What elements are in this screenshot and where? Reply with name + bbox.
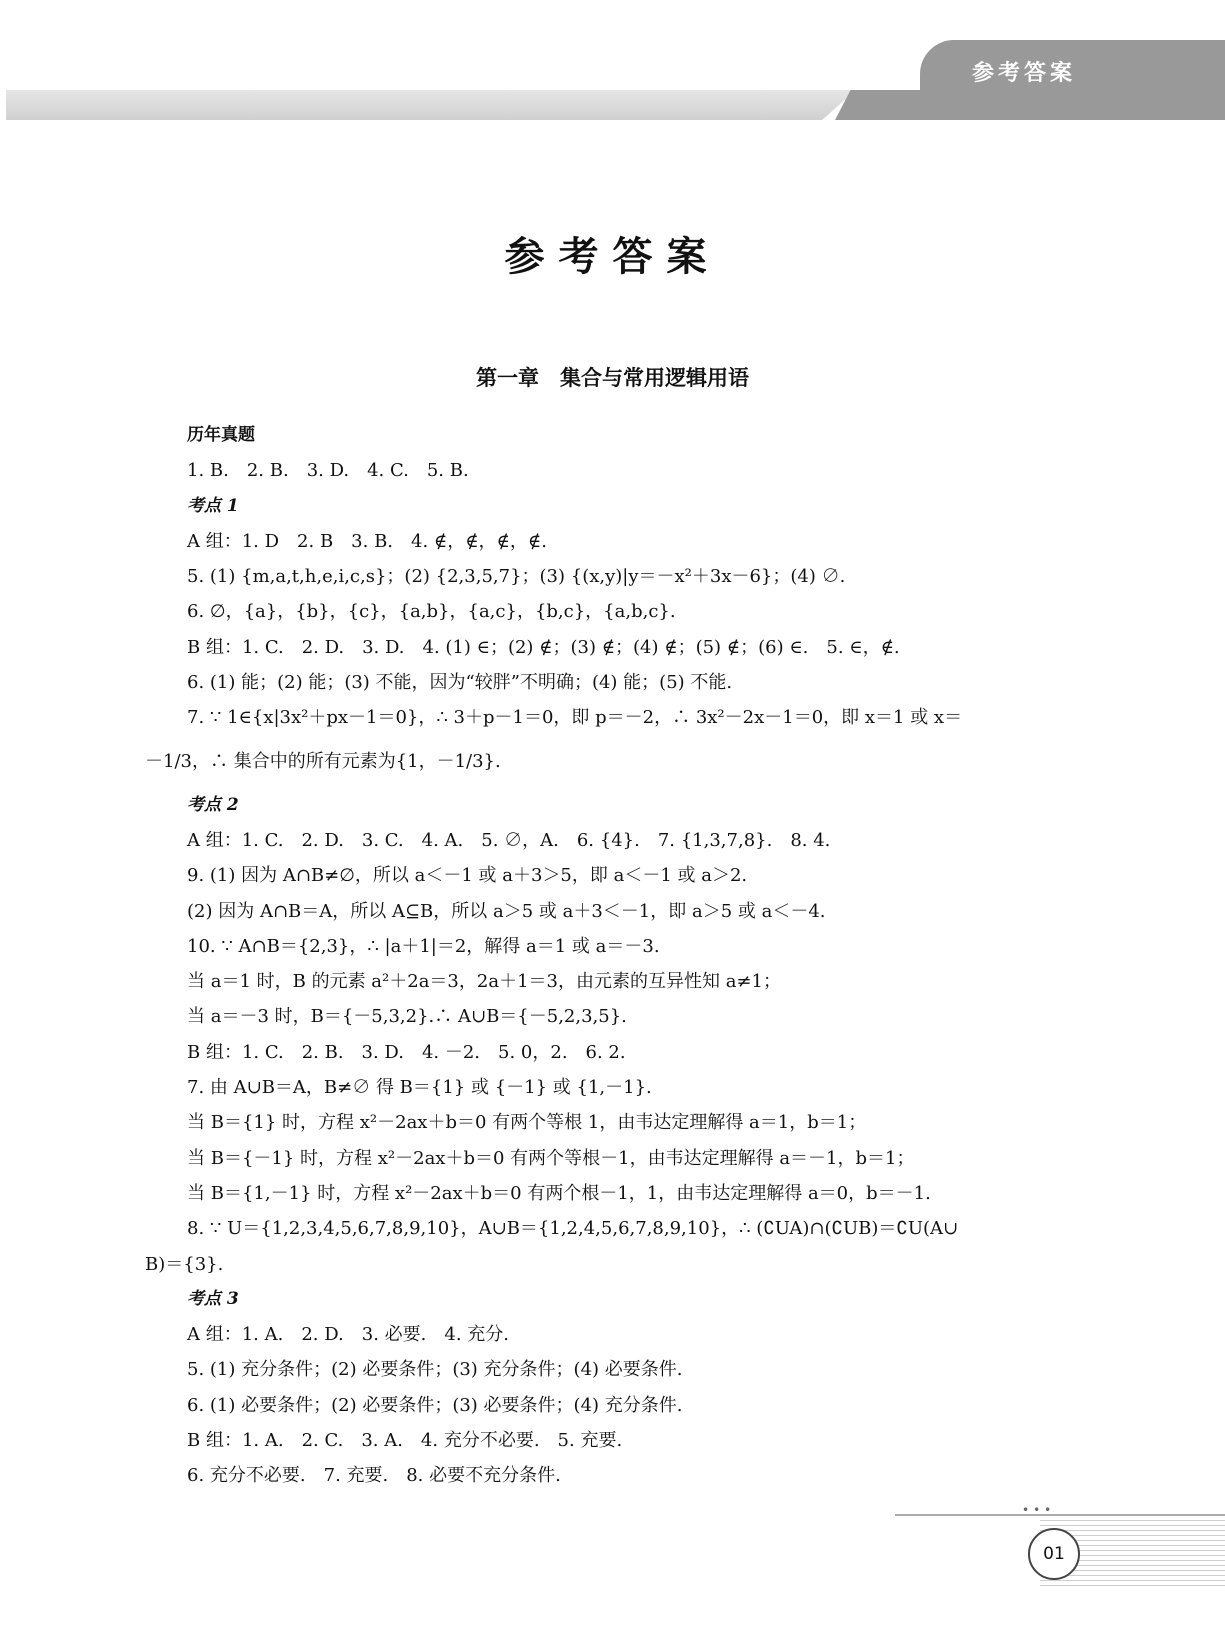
answer-line: 6. ∅，{a}，{b}，{c}，{a,b}，{a,c}，{b,c}，{a,b,c}. <box>187 601 676 623</box>
answer-line: A 组：1. C. 2. D. 3. C. 4. A. 5. ∅，A. 6. {4}. 7. {1,3,7,8}. 8. 4. <box>187 829 831 851</box>
answer-line: 5. (1) {m,a,t,h,e,i,c,s}；(2) {2,3,5,7}；(3) {(x,y)|y＝－x²＋3x－6}；(4) ∅. <box>187 566 846 588</box>
page-number: 01 <box>1028 1528 1080 1580</box>
answer-line: B 组：1. C. 2. B. 3. D. 4. －2. 5. 0，2. 6. 2. <box>187 1041 626 1063</box>
answer-line: 6. (1) 必要条件；(2) 必要条件；(3) 必要条件；(4) 充分条件. <box>187 1394 683 1416</box>
answer-line: B 组：1. A. 2. C. 3. A. 4. 充分不必要. 5. 充要. <box>187 1430 623 1452</box>
answer-line: 8. ∵ U＝{1,2,3,4,5,6,7,8,9,10}，A∪B＝{1,2,4,5,6,7,8,9,10}，∴ (∁UA)∩(∁UB)＝∁U(A∪ <box>187 1218 959 1240</box>
answer-line: A 组：1. A. 2. D. 3. 必要. 4. 充分. <box>187 1324 509 1346</box>
section-heading: 历年真题 <box>187 425 255 445</box>
topic-heading: 考点 1 <box>187 495 239 516</box>
answer-line: 当 B＝{1} 时，方程 x²－2ax＋b＝0 有两个等根 1，由韦达定理解得 a＝1，b＝1； <box>187 1112 867 1134</box>
footer-dots: ••• <box>1022 1503 1056 1517</box>
answer-line: 7. ∵ 1∈{x|3x²＋px－1＝0}，∴ 3＋p－1＝0，即 p＝－2，∴ 3x²－2x－1＝0，即 x＝1 或 x＝ <box>187 707 963 729</box>
topic-heading: 考点 2 <box>187 794 239 815</box>
answer-line: 当 B＝{1,－1} 时，方程 x²－2ax＋b＝0 有两个根－1，1，由韦达定理解得 a＝0，b＝－1. <box>187 1182 931 1204</box>
answer-content <box>145 418 1085 1494</box>
answer-line: 1. B. 2. B. 3. D. 4. C. 5. B. <box>187 460 469 482</box>
answer-line: A 组：1. D 2. B 3. B. 4. ∉，∉，∉，∉. <box>187 530 547 552</box>
answer-line: 6. 充分不必要. 7. 充要. 8. 必要不充分条件. <box>187 1465 561 1487</box>
header-bar <box>6 90 856 120</box>
chapter-title: 第一章 集合与常用逻辑用语 <box>476 366 749 390</box>
answer-line: 9. (1) 因为 A∩B≠∅，所以 a＜－1 或 a＋3＞5，即 a＜－1 或 a＞2. <box>187 865 748 887</box>
answer-line: 6. (1) 能；(2) 能；(3) 不能，因为“较胖”不明确；(4) 能；(5) 不能. <box>187 672 733 694</box>
answer-line: －1/3，∴ 集合中的所有元素为{1，－1/3}. <box>145 750 501 772</box>
answer-line: B)＝{3}. <box>145 1253 224 1275</box>
answer-line: 5. (1) 充分条件；(2) 必要条件；(3) 充分条件；(4) 必要条件. <box>187 1359 683 1381</box>
answer-line: 当 a＝－3 时，B＝{－5,3,2}.∴ A∪B＝{－5,2,3,5}. <box>187 1006 627 1028</box>
answer-line: 7. 由 A∪B＝A，B≠∅ 得 B＝{1} 或 {－1} 或 {1,－1}. <box>187 1077 652 1099</box>
answer-line: 当 B＝{－1} 时，方程 x²－2ax＋b＝0 有两个等根－1，由韦达定理解得 a＝－1，b＝1； <box>187 1147 915 1169</box>
topic-heading: 考点 3 <box>187 1288 239 1309</box>
header-label: 参考答案 <box>972 61 1077 86</box>
answer-line: (2) 因为 A∩B＝A，所以 A⊆B，所以 a＞5 或 a＋3＜－1，即 a＞5 或 a＜－4. <box>187 900 826 922</box>
answer-line: 当 a＝1 时，B 的元素 a²＋2a＝3，2a＋1＝3，由元素的互异性知 a≠1； <box>187 971 781 993</box>
footer-rule <box>895 1514 1225 1516</box>
page-title: 参考答案 <box>504 234 721 280</box>
answer-line: 10. ∵ A∩B＝{2,3}，∴ |a＋1|＝2，解得 a＝1 或 a＝－3. <box>187 935 660 957</box>
answer-line: B 组：1. C. 2. D. 3. D. 4. (1) ∈；(2) ∉；(3) ∉；(4) ∉；(5) ∉；(6) ∈. 5. ∈，∉. <box>187 636 900 658</box>
